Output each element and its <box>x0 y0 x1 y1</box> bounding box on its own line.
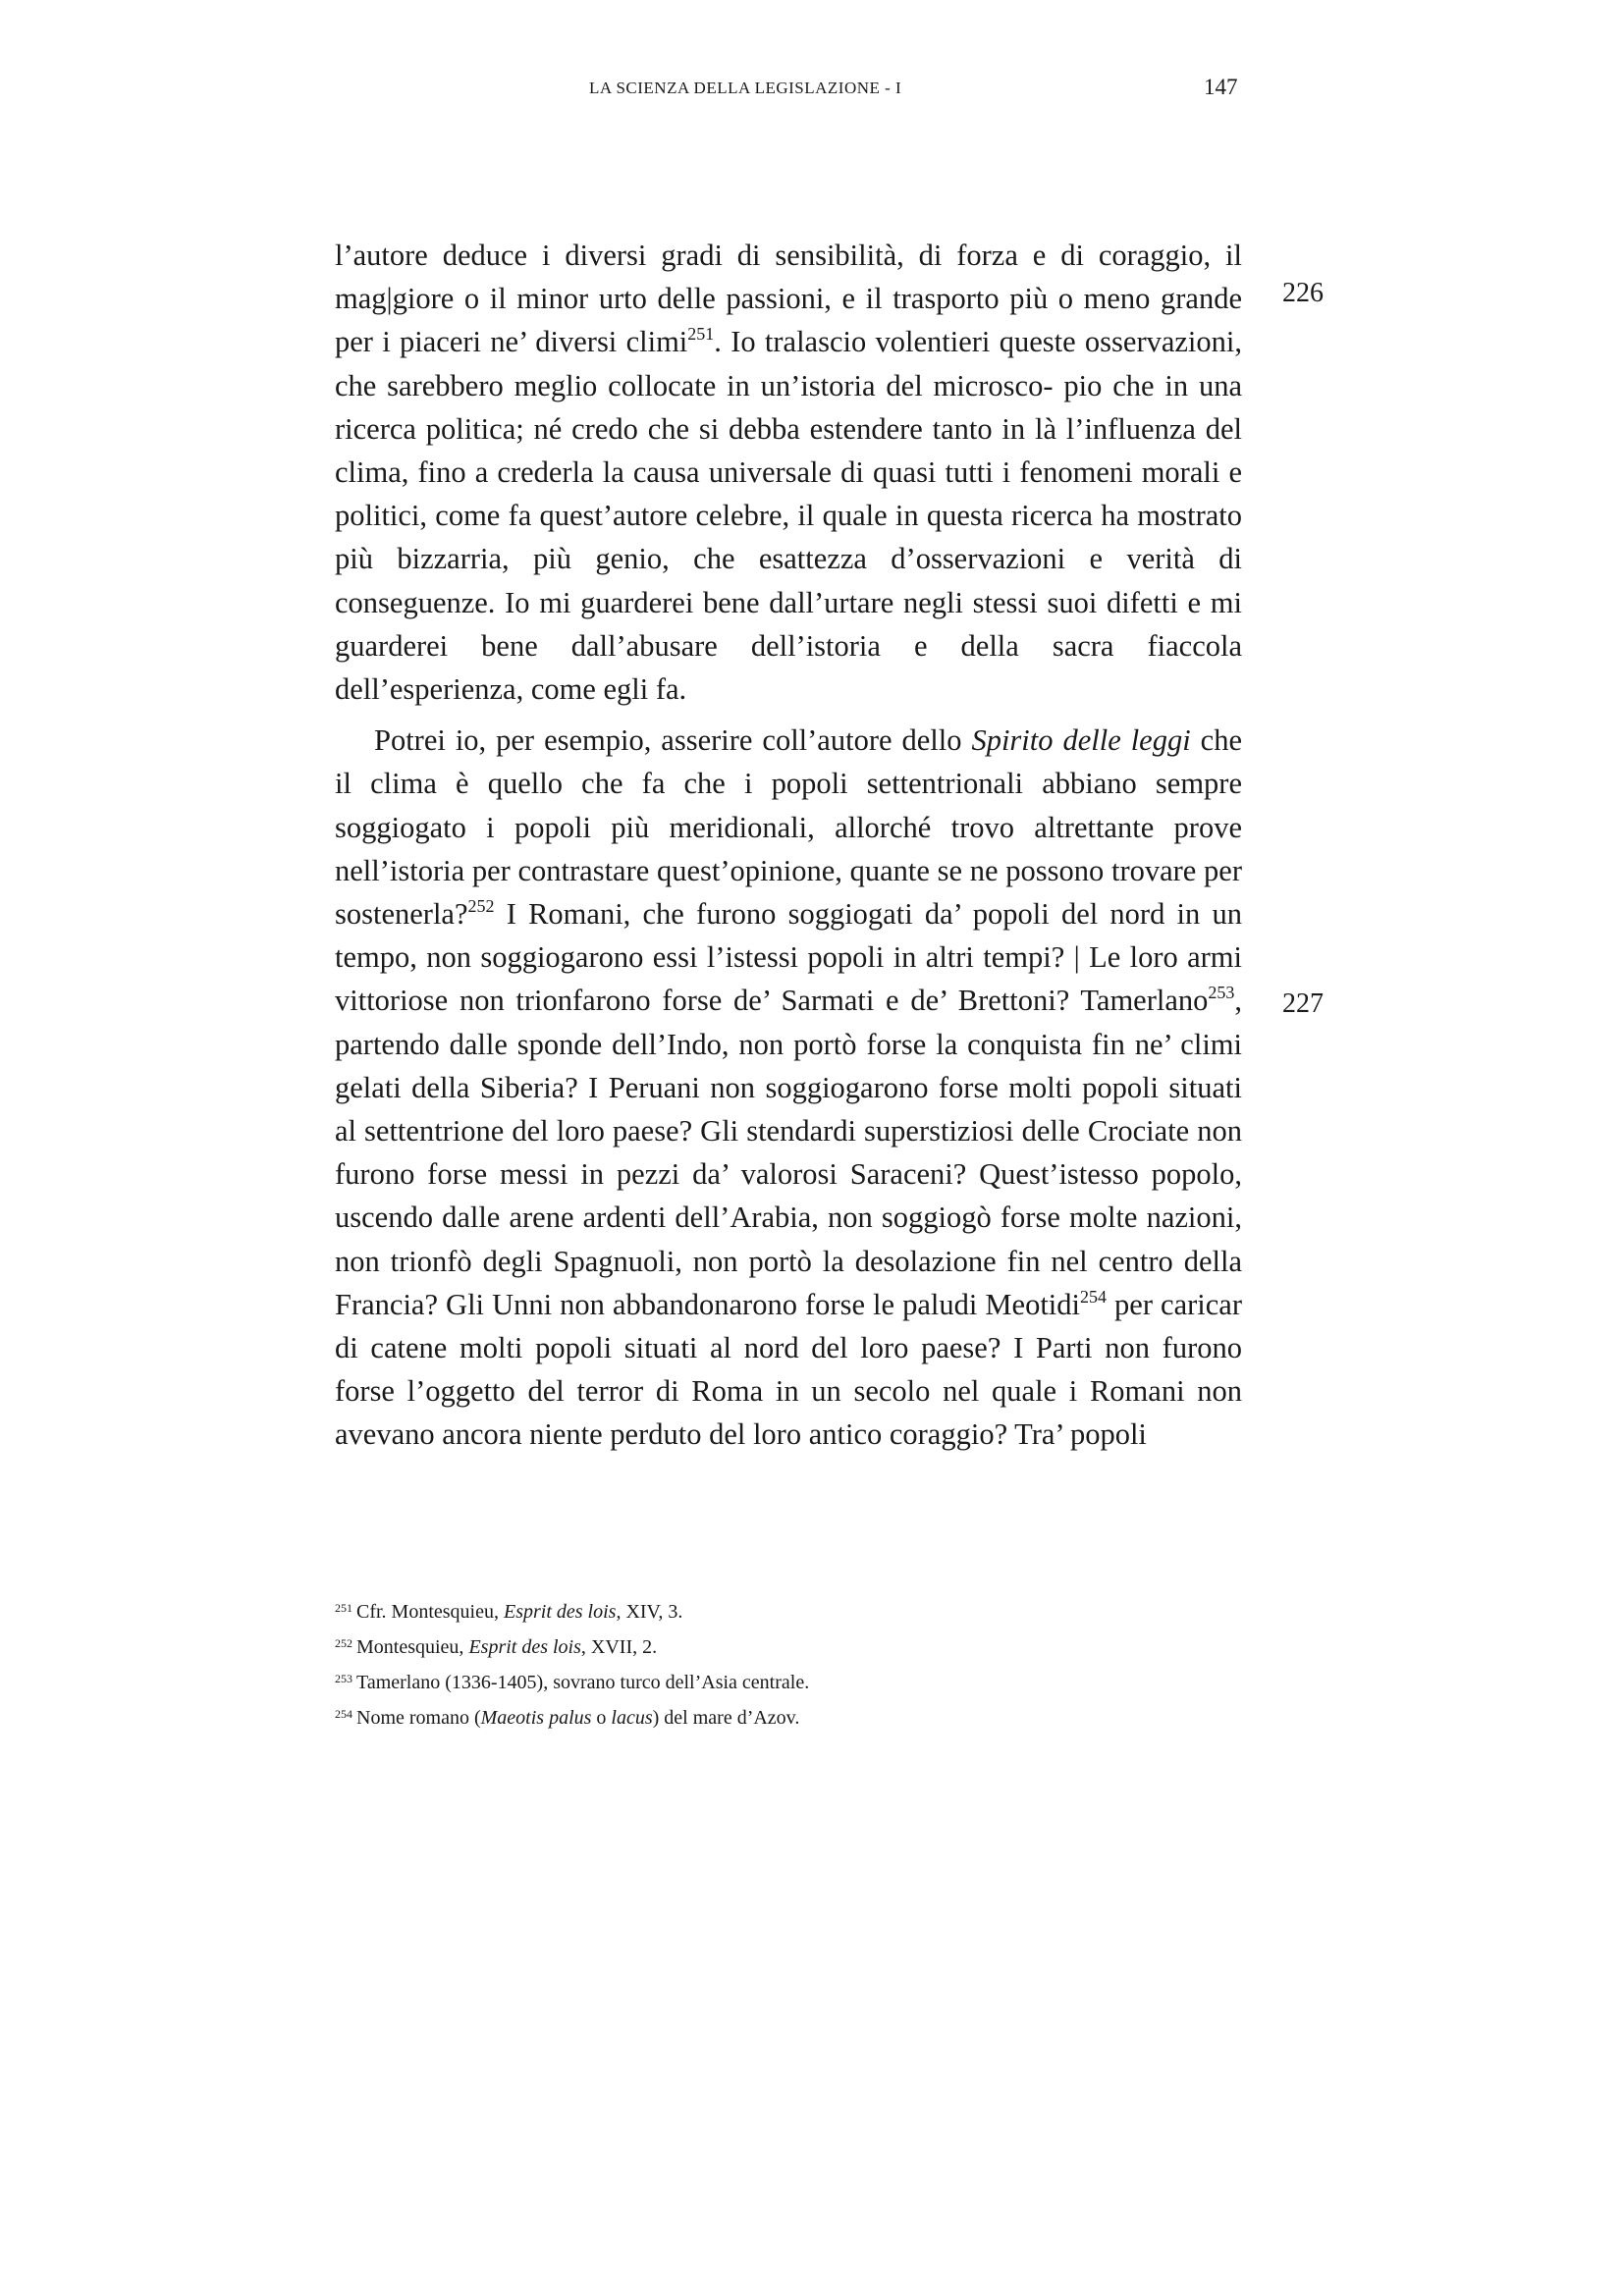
paragraph-2: Potrei io, per esempio, asserire coll’autore dello Spirito delle leggi che il clima è quello che fa che i popoli settentrionali abbiano sempre soggiogato i popoli più meridionali, allorché trovo altrettante prove nell’istoria per contrastare quest’opinione, quante se ne possono trovare per sostenerla?$^{252}$ I Romani, che furono soggiogati da’ popoli del nord in un tempo, non soggiogarono essi l’istessi popoli in altri tempi? | Le loro armi vittoriose non trionfarono forse de’ Sarmati e de’ Brettoni? Tamerlano$^{253}$, partendo dalle sponde dell’Indo, non portò forse la conquista fin ne’ climi gelati della Siberia? I Peruani non soggiogarono forse molti popoli situati al settentrione del loro paese? Gli stendardi superstiziosi delle Crociate non furono forse messi in pezzi da’ valorosi Saraceni? Quest’istesso popolo, uscendo dalle arene ardenti dell’Arabia, non soggiogò forse molte nazioni, non trionfò degli Spagnuoli, non portò la desolazione fin nel centro della Francia? Gli Unni non abbandonarono forse le paludi Meotidi$^{254}$ per caricar di catene molti popoli situati al nord del loro paese? I Parti non furono forse l’oggetto del terror di Roma in un secolo nel quale i Romani non avevano ancora niente perduto del loro antico coraggio? Tra’ popoli <box>335 723 1242 1452</box>
footnote-ref-252[interactable]: 252 <box>467 896 495 917</box>
book-title: Spirito delle leggi <box>971 723 1191 758</box>
margin-reference-226: 226 <box>1282 278 1324 308</box>
page-number: 147 <box>1204 75 1238 99</box>
footnote-ref-254[interactable]: 254 <box>1080 1286 1107 1307</box>
footnote-254: $^{254}$ Nome romano (Maeotis palus o lacus) del mare d’Azov. <box>335 1707 800 1729</box>
footnote-ref-253[interactable]: 253 <box>1208 983 1235 1003</box>
margin-reference-227: 227 <box>1282 988 1324 1019</box>
paragraph-1: l’autore deduce i diversi gradi di sensibilità, di forza e di coraggio, il mag|giore o il minor urto delle passioni, e il trasporto più o meno grande per i piaceri ne’ diversi climi$^{251}$. Io tralascio volentieri queste osservazioni, che sarebbero meglio collocate in un’istoria del microsco- pio che in una ricerca politica; né credo che si debba estendere tanto in là l’influenza del clima, fino a crederla la causa universale di quasi tutti i fenomeni morali e politici, come fa quest’autore celebre, il quale in questa ricerca ha mostrato più bizzarria, più genio, che esattezza d’osservazioni e verità di conseguenze. Io mi guarderei bene dall’urtare negli stessi suoi difetti e mi guarderei bene dall’abusare dell’istoria e della sacra fiaccola dell’esperienza, come egli fa. <box>335 239 1243 707</box>
main-text <box>335 234 1242 1457</box>
footnote-252: $^{252}$ Montesquieu, Esprit des lois, XVII, 2. <box>335 1636 658 1658</box>
footnotes <box>335 1592 1242 1734</box>
footnote-ref-251[interactable]: 251 <box>687 324 715 345</box>
footnote-253: $^{253}$ Tamerlano (1336-1405), sovrano turco dell’Asia centrale. <box>335 1672 810 1693</box>
running-head: LA SCIENZA DELLA LEGISLAZIONE - I <box>589 79 902 97</box>
footnote-251: $^{251}$ Cfr. Montesquieu, Esprit des lois, XIV, 3. <box>335 1601 683 1623</box>
